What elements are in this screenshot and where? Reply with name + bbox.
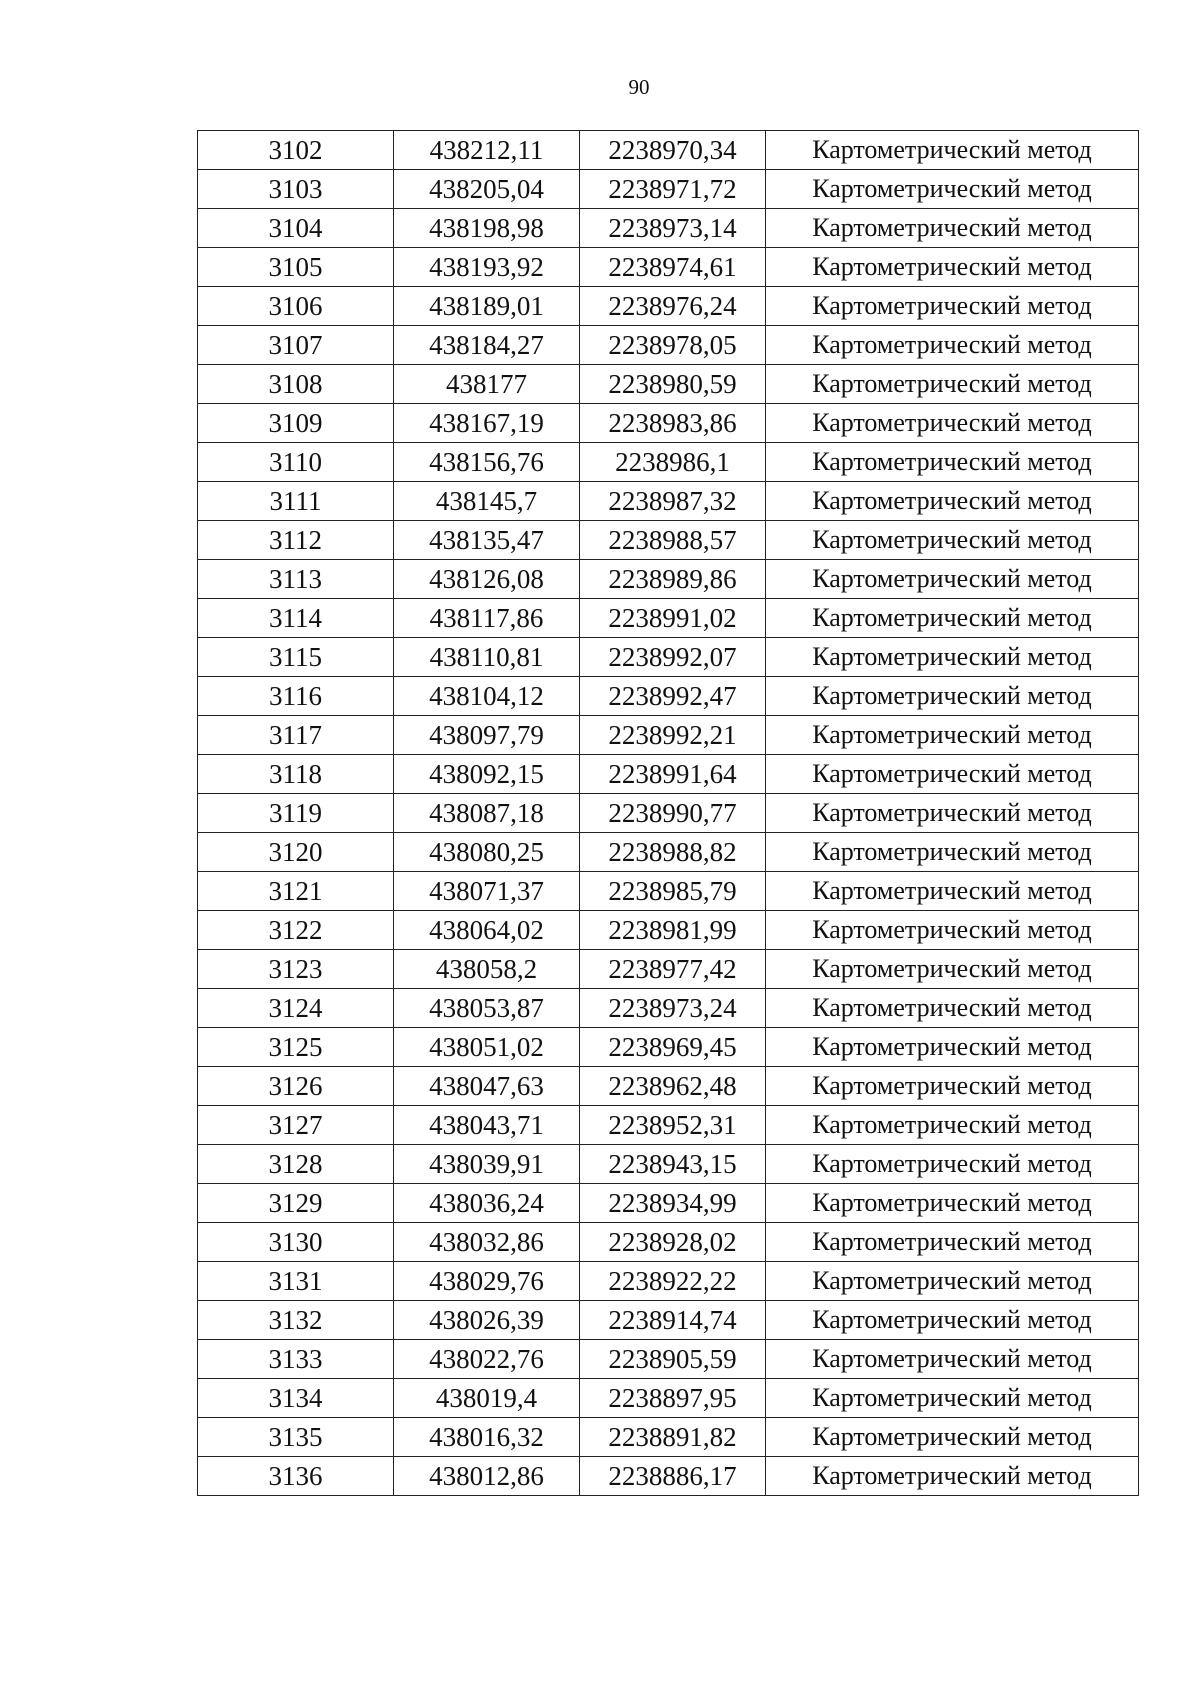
page-number: 90 — [628, 75, 650, 99]
x-coordinate-cell: 438051,02 — [394, 1028, 580, 1067]
x-coordinate-cell: 438205,04 — [394, 170, 580, 209]
table-row — [198, 1106, 1139, 1145]
table-row — [198, 1028, 1139, 1067]
y-coordinate-cell: 2238943,15 — [580, 1145, 766, 1184]
method-cell: Картометрический метод — [766, 911, 1139, 950]
point-number-cell: 3103 — [198, 170, 394, 209]
y-coordinate-cell: 2238952,31 — [580, 1106, 766, 1145]
point-number-cell: 3112 — [198, 521, 394, 560]
y-coordinate-cell: 2238905,59 — [580, 1340, 766, 1379]
point-number-cell: 3117 — [198, 716, 394, 755]
point-number-cell: 3106 — [198, 287, 394, 326]
coordinates-table-body — [198, 131, 1139, 1496]
x-coordinate-cell: 438156,76 — [394, 443, 580, 482]
method-cell: Картометрический метод — [766, 326, 1139, 365]
method-cell: Картометрический метод — [766, 833, 1139, 872]
point-number-cell: 3126 — [198, 1067, 394, 1106]
method-cell: Картометрический метод — [766, 248, 1139, 287]
method-cell: Картометрический метод — [766, 1223, 1139, 1262]
method-cell: Картометрический метод — [766, 482, 1139, 521]
y-coordinate-cell: 2238970,34 — [580, 131, 766, 170]
table-row — [198, 365, 1139, 404]
table-row — [198, 248, 1139, 287]
y-coordinate-cell: 2238980,59 — [580, 365, 766, 404]
method-cell: Картометрический метод — [766, 638, 1139, 677]
x-coordinate-cell: 438016,32 — [394, 1418, 580, 1457]
point-number-cell: 3114 — [198, 599, 394, 638]
y-coordinate-cell: 2238977,42 — [580, 950, 766, 989]
y-coordinate-cell: 2238991,64 — [580, 755, 766, 794]
method-cell: Картометрический метод — [766, 755, 1139, 794]
table-row — [198, 1379, 1139, 1418]
method-cell: Картометрический метод — [766, 1184, 1139, 1223]
point-number-cell: 3128 — [198, 1145, 394, 1184]
method-cell: Картометрический метод — [766, 1067, 1139, 1106]
point-number-cell: 3107 — [198, 326, 394, 365]
x-coordinate-cell: 438039,91 — [394, 1145, 580, 1184]
y-coordinate-cell: 2238973,24 — [580, 989, 766, 1028]
method-cell: Картометрический метод — [766, 1262, 1139, 1301]
x-coordinate-cell: 438110,81 — [394, 638, 580, 677]
point-number-cell: 3104 — [198, 209, 394, 248]
method-cell: Картометрический метод — [766, 1028, 1139, 1067]
x-coordinate-cell: 438167,19 — [394, 404, 580, 443]
table-row — [198, 599, 1139, 638]
table-row — [198, 794, 1139, 833]
y-coordinate-cell: 2238886,17 — [580, 1457, 766, 1496]
x-coordinate-cell: 438177 — [394, 365, 580, 404]
y-coordinate-cell: 2238962,48 — [580, 1067, 766, 1106]
method-cell: Картометрический метод — [766, 1106, 1139, 1145]
table-row — [198, 1418, 1139, 1457]
y-coordinate-cell: 2238989,86 — [580, 560, 766, 599]
y-coordinate-cell: 2238981,99 — [580, 911, 766, 950]
table-row — [198, 755, 1139, 794]
method-cell: Картометрический метод — [766, 365, 1139, 404]
table-row — [198, 482, 1139, 521]
method-cell: Картометрический метод — [766, 560, 1139, 599]
point-number-cell: 3119 — [198, 794, 394, 833]
x-coordinate-cell: 438026,39 — [394, 1301, 580, 1340]
table-row — [198, 326, 1139, 365]
point-number-cell: 3118 — [198, 755, 394, 794]
coordinates-table — [197, 130, 1139, 1496]
table-row — [198, 209, 1139, 248]
point-number-cell: 3121 — [198, 872, 394, 911]
method-cell: Картометрический метод — [766, 872, 1139, 911]
table-row — [198, 404, 1139, 443]
y-coordinate-cell: 2238971,72 — [580, 170, 766, 209]
point-number-cell: 3113 — [198, 560, 394, 599]
point-number-cell: 3129 — [198, 1184, 394, 1223]
point-number-cell: 3125 — [198, 1028, 394, 1067]
point-number-cell: 3123 — [198, 950, 394, 989]
x-coordinate-cell: 438043,71 — [394, 1106, 580, 1145]
point-number-cell: 3120 — [198, 833, 394, 872]
method-cell: Картометрический метод — [766, 1457, 1139, 1496]
point-number-cell: 3109 — [198, 404, 394, 443]
x-coordinate-cell: 438097,79 — [394, 716, 580, 755]
point-number-cell: 3135 — [198, 1418, 394, 1457]
x-coordinate-cell: 438080,25 — [394, 833, 580, 872]
y-coordinate-cell: 2238986,1 — [580, 443, 766, 482]
method-cell: Картометрический метод — [766, 131, 1139, 170]
point-number-cell: 3108 — [198, 365, 394, 404]
method-cell: Картометрический метод — [766, 599, 1139, 638]
method-cell: Картометрический метод — [766, 1418, 1139, 1457]
table-row — [198, 638, 1139, 677]
x-coordinate-cell: 438022,76 — [394, 1340, 580, 1379]
method-cell: Картометрический метод — [766, 989, 1139, 1028]
table-row — [198, 1145, 1139, 1184]
y-coordinate-cell: 2238988,82 — [580, 833, 766, 872]
y-coordinate-cell: 2238978,05 — [580, 326, 766, 365]
x-coordinate-cell: 438071,37 — [394, 872, 580, 911]
method-cell: Картометрический метод — [766, 1301, 1139, 1340]
x-coordinate-cell: 438212,11 — [394, 131, 580, 170]
point-number-cell: 3105 — [198, 248, 394, 287]
method-cell: Картометрический метод — [766, 677, 1139, 716]
y-coordinate-cell: 2238891,82 — [580, 1418, 766, 1457]
x-coordinate-cell: 438047,63 — [394, 1067, 580, 1106]
method-cell: Картометрический метод — [766, 404, 1139, 443]
point-number-cell: 3134 — [198, 1379, 394, 1418]
y-coordinate-cell: 2238985,79 — [580, 872, 766, 911]
point-number-cell: 3132 — [198, 1301, 394, 1340]
method-cell: Картометрический метод — [766, 716, 1139, 755]
y-coordinate-cell: 2238990,77 — [580, 794, 766, 833]
method-cell: Картометрический метод — [766, 170, 1139, 209]
method-cell: Картометрический метод — [766, 443, 1139, 482]
x-coordinate-cell: 438087,18 — [394, 794, 580, 833]
x-coordinate-cell: 438104,12 — [394, 677, 580, 716]
y-coordinate-cell: 2238969,45 — [580, 1028, 766, 1067]
y-coordinate-cell: 2238973,14 — [580, 209, 766, 248]
table-row — [198, 287, 1139, 326]
method-cell: Картометрический метод — [766, 1145, 1139, 1184]
y-coordinate-cell: 2238992,21 — [580, 716, 766, 755]
table-row — [198, 950, 1139, 989]
table-row — [198, 443, 1139, 482]
point-number-cell: 3102 — [198, 131, 394, 170]
point-number-cell: 3131 — [198, 1262, 394, 1301]
table-row — [198, 833, 1139, 872]
y-coordinate-cell: 2238897,95 — [580, 1379, 766, 1418]
x-coordinate-cell: 438029,76 — [394, 1262, 580, 1301]
x-coordinate-cell: 438058,2 — [394, 950, 580, 989]
x-coordinate-cell: 438126,08 — [394, 560, 580, 599]
point-number-cell: 3130 — [198, 1223, 394, 1262]
table-row — [198, 677, 1139, 716]
x-coordinate-cell: 438189,01 — [394, 287, 580, 326]
table-row — [198, 1340, 1139, 1379]
method-cell: Картометрический метод — [766, 950, 1139, 989]
y-coordinate-cell: 2238914,74 — [580, 1301, 766, 1340]
y-coordinate-cell: 2238992,47 — [580, 677, 766, 716]
table-row — [198, 1184, 1139, 1223]
table-row — [198, 521, 1139, 560]
method-cell: Картометрический метод — [766, 209, 1139, 248]
y-coordinate-cell: 2238983,86 — [580, 404, 766, 443]
method-cell: Картометрический метод — [766, 521, 1139, 560]
table-row — [198, 1457, 1139, 1496]
x-coordinate-cell: 438036,24 — [394, 1184, 580, 1223]
method-cell: Картометрический метод — [766, 794, 1139, 833]
table-row — [198, 716, 1139, 755]
x-coordinate-cell: 438053,87 — [394, 989, 580, 1028]
table-row — [198, 1223, 1139, 1262]
x-coordinate-cell: 438092,15 — [394, 755, 580, 794]
x-coordinate-cell: 438184,27 — [394, 326, 580, 365]
method-cell: Картометрический метод — [766, 1340, 1139, 1379]
x-coordinate-cell: 438193,92 — [394, 248, 580, 287]
table-row — [198, 1262, 1139, 1301]
y-coordinate-cell: 2238988,57 — [580, 521, 766, 560]
point-number-cell: 3122 — [198, 911, 394, 950]
y-coordinate-cell: 2238987,32 — [580, 482, 766, 521]
x-coordinate-cell: 438117,86 — [394, 599, 580, 638]
y-coordinate-cell: 2238922,22 — [580, 1262, 766, 1301]
x-coordinate-cell: 438135,47 — [394, 521, 580, 560]
y-coordinate-cell: 2238974,61 — [580, 248, 766, 287]
point-number-cell: 3133 — [198, 1340, 394, 1379]
y-coordinate-cell: 2238976,24 — [580, 287, 766, 326]
table-row — [198, 989, 1139, 1028]
x-coordinate-cell: 438145,7 — [394, 482, 580, 521]
y-coordinate-cell: 2238928,02 — [580, 1223, 766, 1262]
point-number-cell: 3127 — [198, 1106, 394, 1145]
point-number-cell: 3116 — [198, 677, 394, 716]
table-row — [198, 131, 1139, 170]
point-number-cell: 3110 — [198, 443, 394, 482]
table-row — [198, 560, 1139, 599]
method-cell: Картометрический метод — [766, 287, 1139, 326]
y-coordinate-cell: 2238934,99 — [580, 1184, 766, 1223]
x-coordinate-cell: 438012,86 — [394, 1457, 580, 1496]
point-number-cell: 3124 — [198, 989, 394, 1028]
point-number-cell: 3115 — [198, 638, 394, 677]
table-row — [198, 1067, 1139, 1106]
x-coordinate-cell: 438019,4 — [394, 1379, 580, 1418]
table-row — [198, 872, 1139, 911]
x-coordinate-cell: 438064,02 — [394, 911, 580, 950]
point-number-cell: 3111 — [198, 482, 394, 521]
y-coordinate-cell: 2238992,07 — [580, 638, 766, 677]
x-coordinate-cell: 438032,86 — [394, 1223, 580, 1262]
table-row — [198, 170, 1139, 209]
point-number-cell: 3136 — [198, 1457, 394, 1496]
table-row — [198, 911, 1139, 950]
x-coordinate-cell: 438198,98 — [394, 209, 580, 248]
y-coordinate-cell: 2238991,02 — [580, 599, 766, 638]
method-cell: Картометрический метод — [766, 1379, 1139, 1418]
table-row — [198, 1301, 1139, 1340]
